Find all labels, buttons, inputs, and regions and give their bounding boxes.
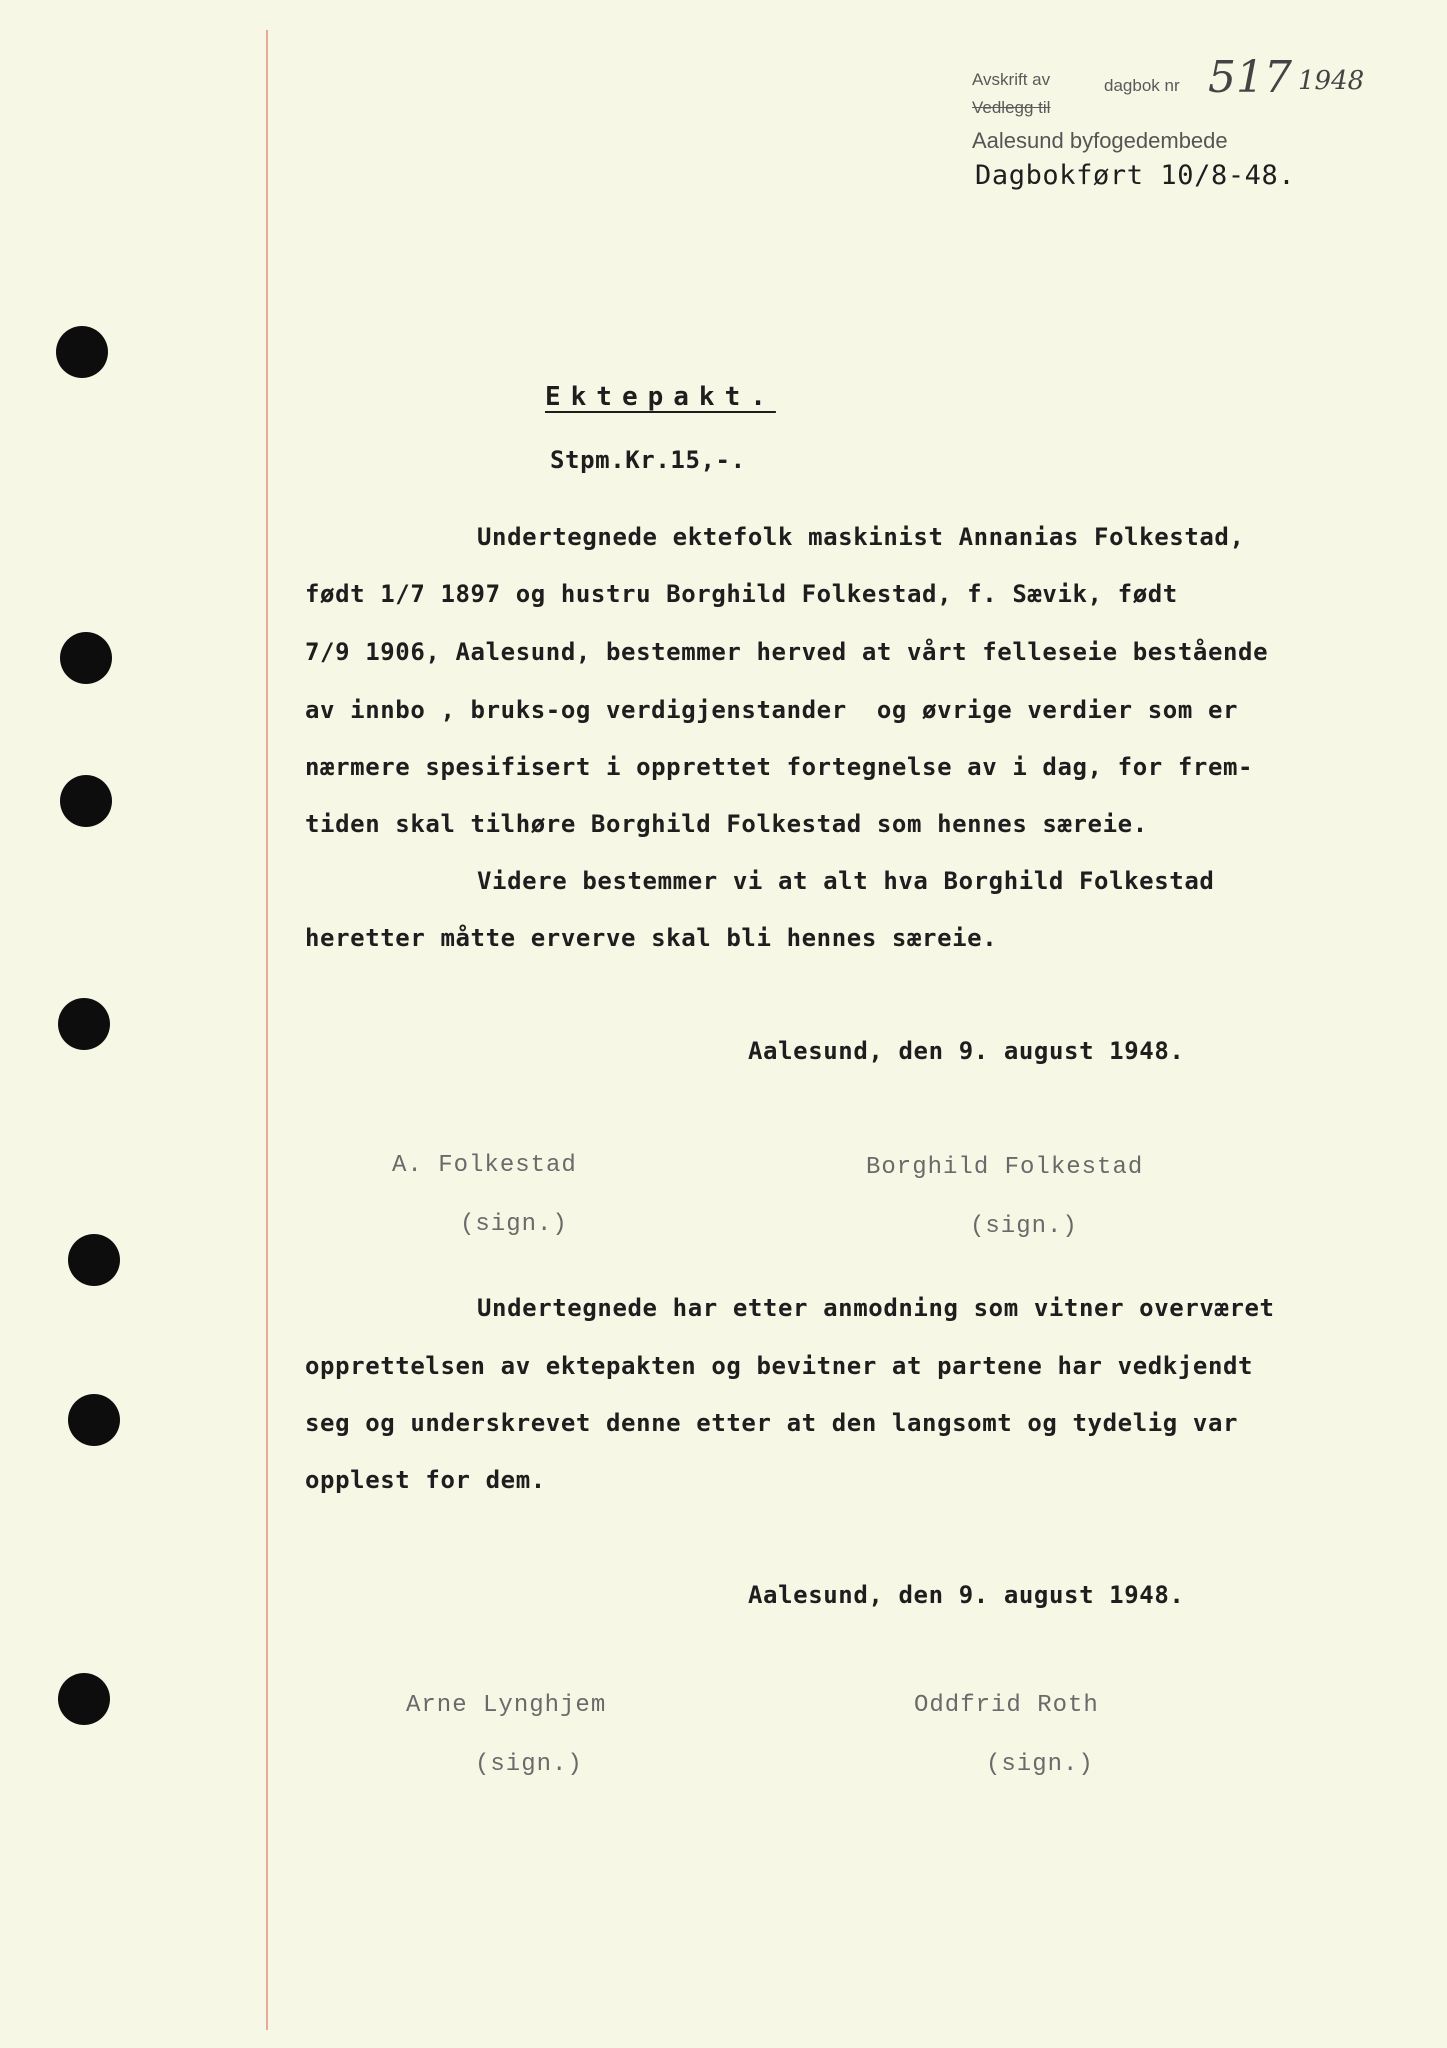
punch-hole: [58, 998, 110, 1050]
punch-hole: [60, 632, 112, 684]
page-title: Ektepakt.: [545, 382, 776, 412]
paragraph-line: Undertegnede ektefolk maskinist Annanias Folkestad,: [477, 523, 1245, 551]
place-date: Aalesund, den 9. august 1948.: [748, 1581, 1185, 1609]
stamp-duty: Stpm.Kr.15,-.: [550, 446, 746, 474]
signature-name: Oddfrid Roth: [914, 1692, 1099, 1719]
signature-name: Borghild Folkestad: [866, 1154, 1144, 1181]
paragraph-line: av innbo , bruks-og verdigjenstander og øvrige verdier som er: [305, 696, 1239, 724]
stamp-year: 1948: [1298, 66, 1365, 96]
paragraph-line: seg og underskrevet denne etter at den langsomt og tydelig var: [305, 1409, 1239, 1437]
dagbok-number: 517: [1208, 52, 1292, 103]
paragraph-line: Undertegnede har etter anmodning som vitner overværet: [477, 1294, 1275, 1322]
place-date: Aalesund, den 9. august 1948.: [748, 1037, 1185, 1065]
signature-name: A. Folkestad: [392, 1152, 577, 1179]
punch-hole: [68, 1394, 120, 1446]
stamp-office: Aalesund byfogedembede: [972, 128, 1228, 153]
signature-name: Arne Lynghjem: [406, 1692, 607, 1719]
punch-hole: [68, 1234, 120, 1286]
punch-hole: [60, 775, 112, 827]
paragraph-line: tiden skal tilhøre Borghild Folkestad som hennes særeie.: [305, 810, 1148, 838]
paragraph-line: nærmere spesifisert i opprettet fortegnelse av i dag, for frem-: [305, 753, 1254, 781]
punch-hole: [56, 326, 108, 378]
paragraph-line: opplest for dem.: [305, 1466, 546, 1494]
paragraph-line: født 1/7 1897 og hustru Borghild Folkestad, f. Sævik, født: [305, 580, 1178, 608]
signature-mark: (sign.): [475, 1751, 583, 1778]
stamp-vedlegg: Vedlegg til: [972, 98, 1051, 117]
paragraph-line: opprettelsen av ektepakten og bevitner at partene har vedkjendt: [305, 1352, 1254, 1380]
paragraph-line: Videre bestemmer vi at alt hva Borghild Folkestad: [477, 867, 1215, 895]
stamp-avskrift: Avskrift av: [972, 70, 1051, 89]
punch-hole: [58, 1673, 110, 1725]
stamp-dagbok: dagbok nr: [1104, 76, 1180, 95]
dagbokfort-date: Dagbokført 10/8-48.: [975, 160, 1296, 191]
paragraph-line: heretter måtte erverve skal bli hennes særeie.: [305, 924, 998, 952]
paragraph-line: 7/9 1906, Aalesund, bestemmer herved at vårt felleseie bestående: [305, 638, 1269, 666]
signature-mark: (sign.): [986, 1751, 1094, 1778]
signature-mark: (sign.): [460, 1211, 568, 1238]
signature-mark: (sign.): [970, 1213, 1078, 1240]
margin-line: [266, 30, 268, 2030]
